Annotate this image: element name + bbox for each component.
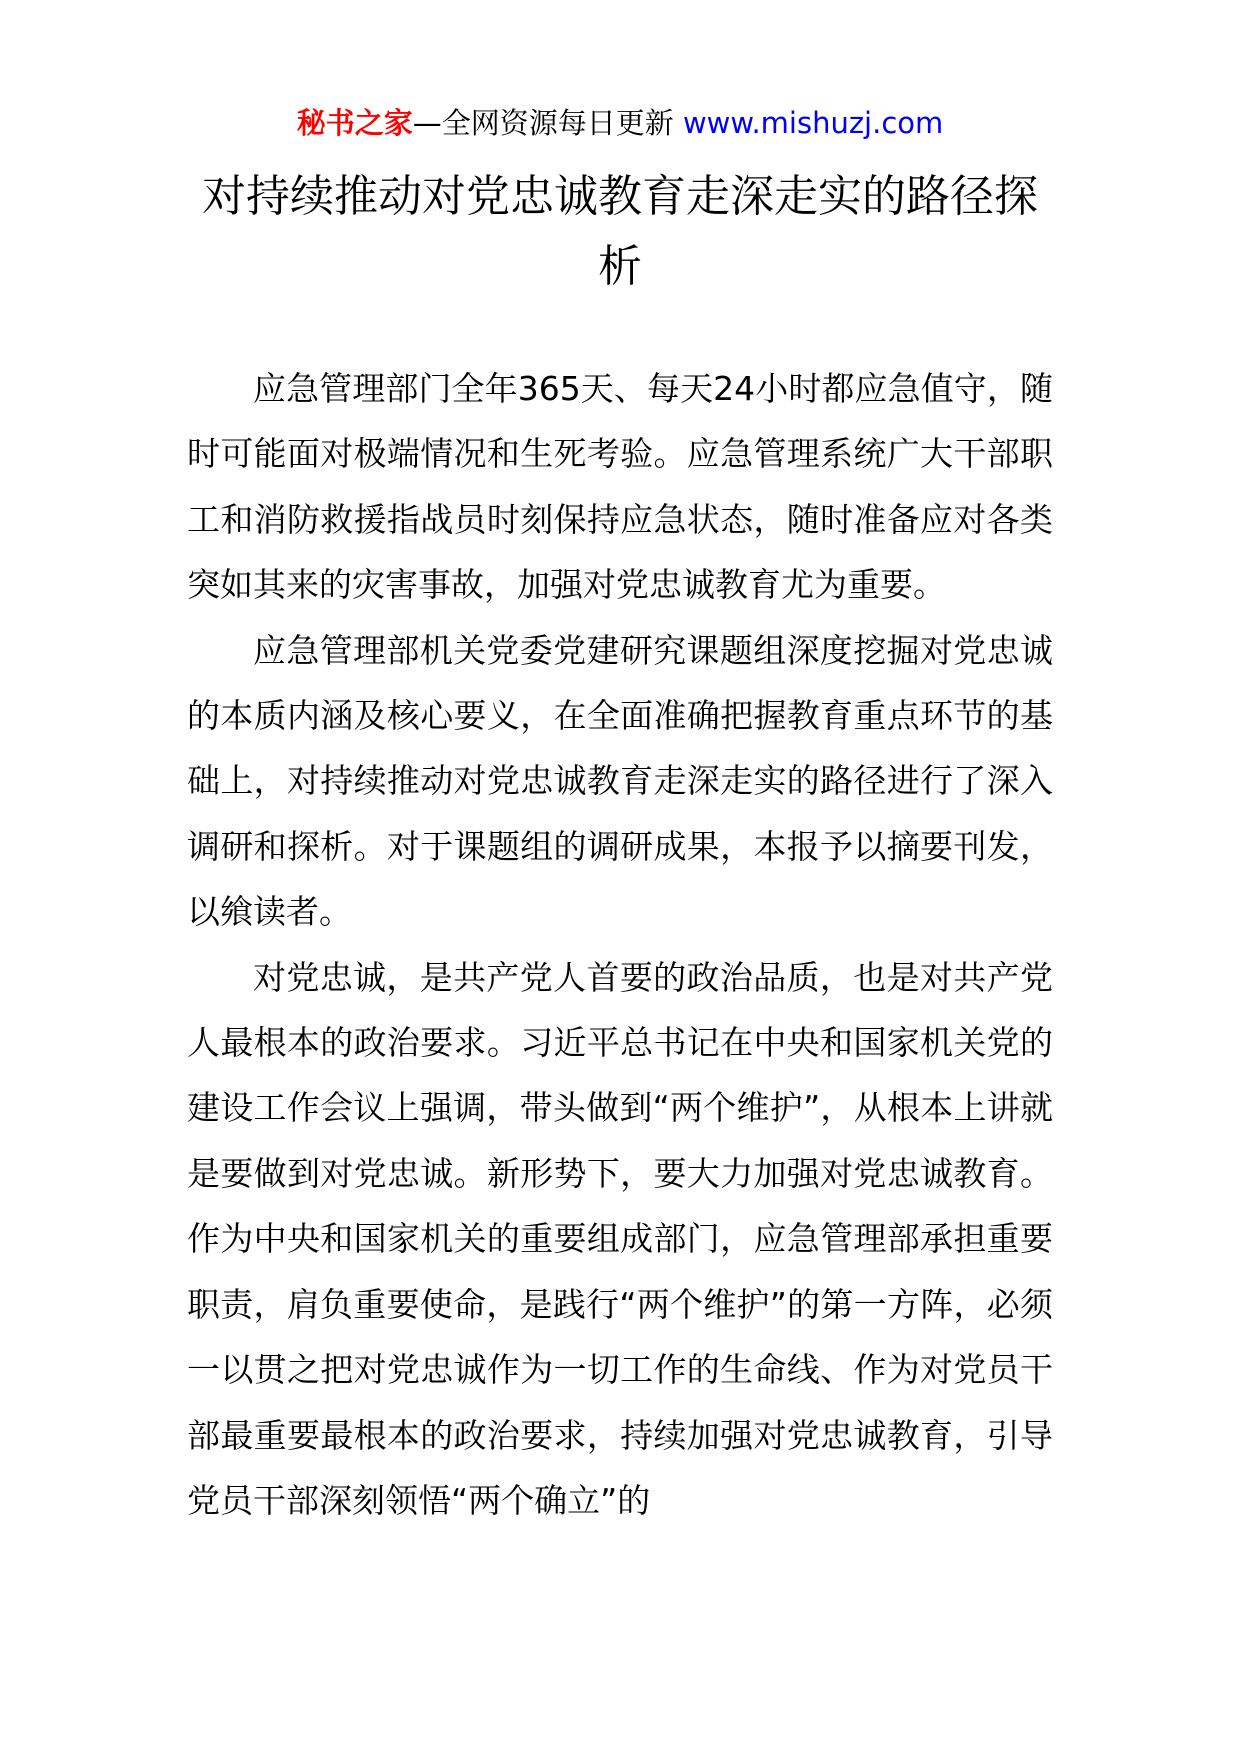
paragraph-1: 应急管理部门全年365天、每天24小时都应急值守，随时可能面对极端情况和生死考验。应急管理系统广大干部职工和消防救援指战员时刻保持应急状态，随时准备应对各类突如其来的灾害事故，加强对党忠诚教育尤为重要。 [187, 369, 1053, 605]
brand-name: 秘书之家 [296, 106, 413, 140]
document-body [187, 356, 1053, 1533]
document-title: 对持续推动对党忠诚教育走深走实的路径探析 [202, 171, 1038, 292]
header-tagline: —全网资源每日更新 [412, 106, 683, 140]
site-url-link[interactable]: www.mishuzj.com [682, 106, 944, 140]
site-header [0, 100, 1240, 146]
paragraph-2: 应急管理部机关党委党建研究课题组深度挖掘对党忠诚的本质内涵及核心要义，在全面准确把握教育重点环节的基础上，对持续推动对党忠诚教育走深走实的路径进行了深入调研和探析。对于课题组的调研成果，本报予以摘要刊发，以飨读者。 [187, 630, 1053, 932]
paragraph-3: 对党忠诚，是共产党人首要的政治品质，也是对共产党人最根本的政治要求。习近平总书记在中央和国家机关党的建设工作会议上强调，带头做到“两个维护”，从根本上讲就是要做到对党忠诚。新形势下，要大力加强对党忠诚教育。作为中央和国家机关的重要组成部门，应急管理部承担重要职责，肩负重要使命，是践行“两个维护”的第一方阵，必须一以贯之把对党忠诚作为一切工作的生命线、作为对党员干部最重要最根本的政治要求，持续加强对党忠诚教育，引导党员干部深刻领悟“两个确立”的 [187, 957, 1053, 1520]
